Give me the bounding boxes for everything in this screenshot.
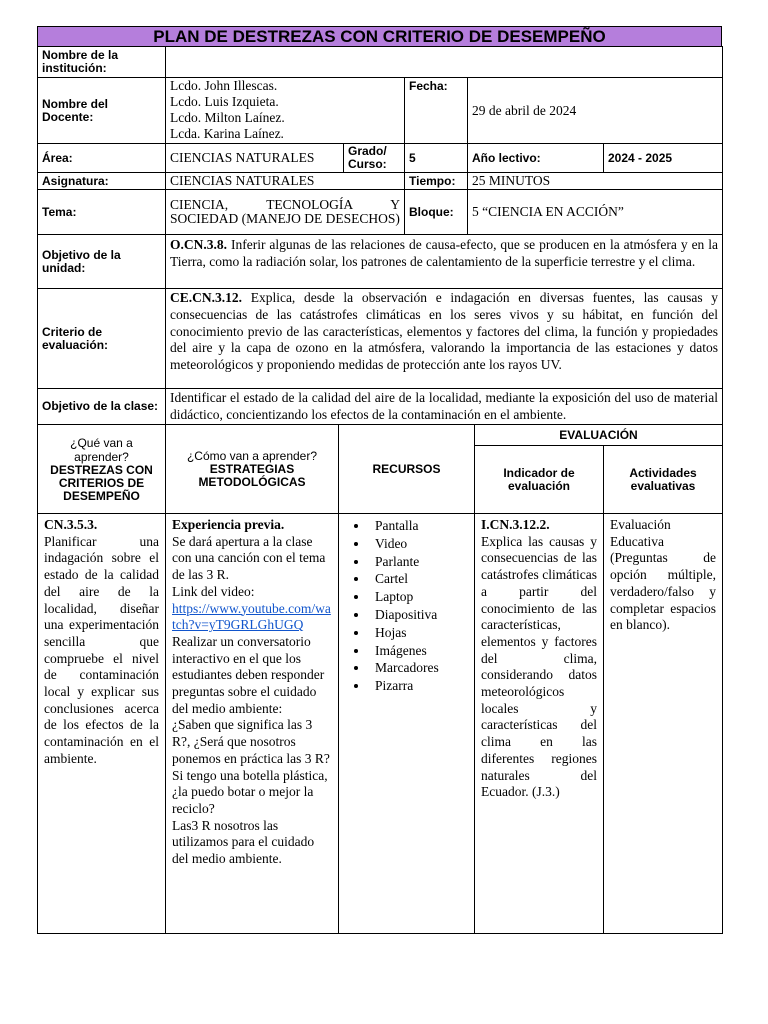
institucion-value [166,47,723,78]
objetivo-unidad-label: Objetivo de la unidad: [38,235,166,289]
area-label: Área: [38,144,166,173]
anio-value: 2024 - 2025 [604,144,723,173]
recurso-item: • Marcadores [369,659,468,677]
objetivo-unidad-text: Inferir algunas de las relaciones de causa-efecto, que se producen en la atmósfera y en la Tierra, como la radiación solar, los patrones de calentamiento de la superficie terrestre y el clima. [170,237,719,269]
header-destrezas-title: DESTREZAS CON CRITERIOS DE DESEMPEÑO [50,462,153,503]
area-value: CIENCIAS NATURALES [166,144,344,173]
header-estrategias-title: ESTRATEGIAS METODOLÓGICAS [198,462,306,489]
objetivo-unidad-cell [166,235,723,289]
header-estrategias-question: ¿Cómo van a aprender? [186,449,318,463]
institucion-label: Nombre de la institución: [38,47,166,78]
bloque-label: Bloque: [405,190,468,235]
docente-name: Lcdo. John Illescas. [170,78,278,93]
estrategia-preguntas: ¿Saben que significa las 3 R?, ¿Será que nosotros ponemos en práctica las 3 R? [172,717,330,766]
recursos-cell [339,514,475,934]
tema-label: Tema: [38,190,166,235]
recurso-item: • Hojas [369,624,468,642]
recurso-item: • Diapositiva [369,606,468,624]
header-recursos: RECURSOS [339,425,475,514]
tema-value: CIENCIA, TECNOLOGÍA Y SOCIEDAD (MANEJO DE DESECHOS) [166,190,405,235]
recurso-item: • Cartel [369,570,468,588]
recurso-item: • Pizarra [369,677,468,695]
header-actividades: Actividades evaluativas [604,446,723,514]
docente-name: Lcdo. Luis Izquieta. [170,94,279,109]
lesson-plan-document [37,26,722,934]
docente-name: Lcda. Karina Laínez. [170,126,284,141]
estrategia-intro: Se dará apertura a la clase con una canción con el tema de las 3 R. [172,533,326,583]
estrategia-botella: Si tengo una botella plástica, ¿la puedo botar o mejor la reciclo? [172,767,328,816]
docente-name: Lcdo. Milton Laínez. [170,110,285,125]
destreza-text: Planificar una indagación sobre el estado de la calidad del aire de la localidad, diseñar una experimentación sencilla que compruebe el nivel de contaminación local y explicar sus conclusiones acerca de los efectos de la contaminación en el ambiente. [44,533,159,766]
bloque-value: 5 “CIENCIA EN ACCIÓN” [468,190,723,235]
estrategia-link-label: Link del video: [172,583,255,599]
estrategia-conversatorio: Realizar un conversatorio interactivo en el que los estudiantes deben responder preguntas sobre el cuidado del medio ambiente: [172,633,325,716]
docente-label: Nombre del Docente: [38,78,166,144]
estrategia-title: Experiencia previa. [172,517,285,532]
grado-value: 5 [405,144,468,173]
criterio-label: Criterio de evaluación: [38,289,166,389]
actividades-text: Evaluación Educativa (Preguntas de opción múltiple, verdadero/falso y completar espacios en blanco). [610,517,717,633]
video-link[interactable]: https://www.youtube.com/watch?v=yT9GRLGhUGQ [172,600,331,633]
indicador-text: Explica las causas y consecuencias de las catástrofes climáticas a partir del conocimiento de las características, elementos y factores del clima, considerando datos meteorológicos locales y características del clima en las diferentes regiones naturales del Ecuador. (J.3.) [481,533,597,800]
criterio-cell [166,289,723,389]
criterio-code: CE.CN.3.12. [170,290,243,305]
recurso-item: • Pantalla [369,517,468,535]
recurso-item: • Video [369,535,468,553]
objetivo-clase-text: Identificar el estado de la calidad del aire de la localidad, mediante la exposición del uso de material didáctico, concientizando los efectos de la contaminación en el ambiente. [166,389,723,425]
anio-label: Año lectivo: [468,144,604,173]
estrategia-cell [166,514,339,934]
indicador-cell [475,514,604,934]
grado-label: Grado/ Curso: [344,144,405,173]
document-title: PLAN DE DESTREZAS CON CRITERIO DE DESEMPEÑO [37,26,722,47]
actividades-cell [604,514,723,934]
indicador-code: I.CN.3.12.2. [481,517,550,532]
docente-list [166,78,405,144]
header-evaluacion: EVALUACIÓN [475,425,723,446]
tiempo-label: Tiempo: [405,173,468,190]
objetivo-clase-label: Objetivo de la clase: [38,389,166,425]
objetivo-unidad-code: O.CN.3.8. [170,237,227,252]
tiempo-value: 25 MINUTOS [468,173,723,190]
info-table [37,46,723,425]
asignatura-label: Asignatura: [38,173,166,190]
recursos-list [345,517,468,695]
header-indicador: Indicador de evaluación [475,446,604,514]
header-destrezas-question: ¿Qué van a aprender? [70,435,133,464]
recurso-item: • Laptop [369,588,468,606]
planning-table [37,424,723,934]
recurso-item: • Parlante [369,553,468,571]
header-estrategias [166,425,339,514]
estrategia-cierre: Las3 R nosotros las utilizamos para el cuidado del medio ambiente. [172,817,315,867]
destreza-code: CN.3.5.3. [44,517,98,532]
fecha-value: 29 de abril de 2024 [468,78,723,144]
criterio-text: Explica, desde la observación e indagación en diversas fuentes, las causas y consecuencias de las catástrofes climáticas en los seres vivos y su hábitat, en función del conocimiento previo de las características, elementos y factores del clima, la función y propiedades del aire y la capa de ozono en la atmósfera, valorando la importancia de las estaciones y datos meteorológicos y proponiendo medidas de protección ante los rayos UV. [170,290,719,373]
destreza-cell [38,514,166,934]
header-destrezas [38,425,166,514]
recurso-item: • Imágenes [369,642,468,660]
fecha-label: Fecha: [405,78,468,144]
asignatura-value: CIENCIAS NATURALES [166,173,405,190]
